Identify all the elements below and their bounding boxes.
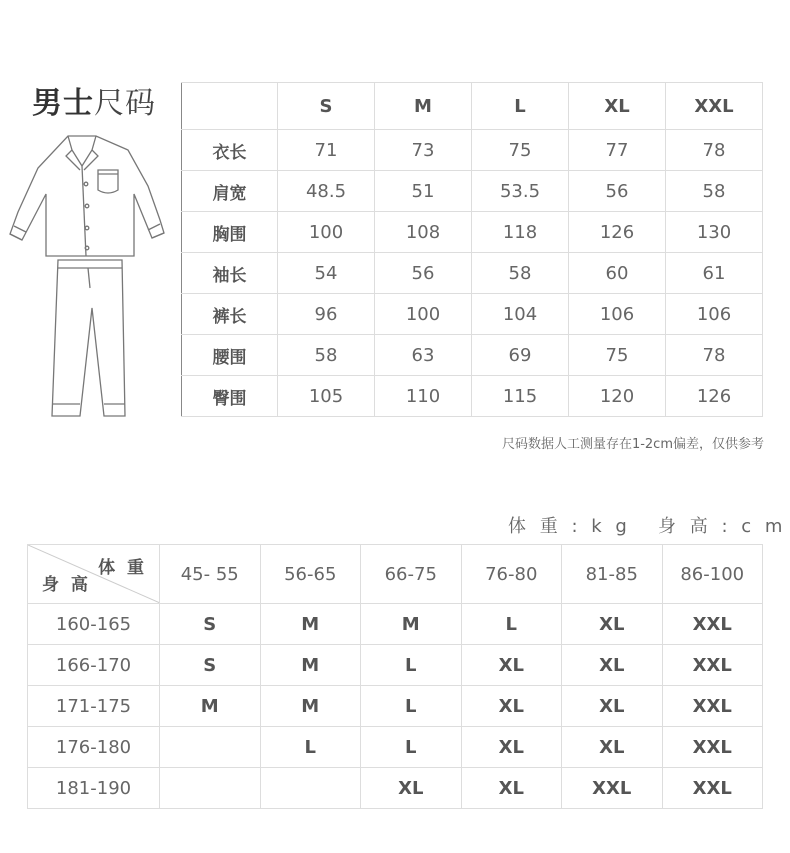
recommended-size: XL <box>461 686 562 727</box>
measurement-value: 51 <box>375 171 472 212</box>
size-corner-cell <box>182 83 278 130</box>
recommended-size: M <box>361 604 462 645</box>
size-header-cell: M <box>375 83 472 130</box>
measurement-value: 130 <box>666 212 763 253</box>
measurement-value: 77 <box>569 130 666 171</box>
recommended-size: M <box>260 686 361 727</box>
recommended-size: XXL <box>662 686 763 727</box>
size-row <box>182 171 763 212</box>
measurement-value: 75 <box>569 335 666 376</box>
recommended-size: XL <box>461 645 562 686</box>
recommended-size: XXL <box>562 768 663 809</box>
measurement-value: 126 <box>666 376 763 417</box>
recommended-size: XXL <box>662 604 763 645</box>
measurement-value: 60 <box>569 253 666 294</box>
height-row <box>28 727 763 768</box>
recommended-size: L <box>361 686 462 727</box>
size-header-cell: S <box>278 83 375 130</box>
measurement-label: 胸围 <box>182 212 278 253</box>
measurement-value: 78 <box>666 335 763 376</box>
measurement-value: 100 <box>375 294 472 335</box>
size-header-row <box>182 83 763 130</box>
measurement-value: 96 <box>278 294 375 335</box>
recommended-size: XL <box>562 604 663 645</box>
recommended-size: M <box>260 604 361 645</box>
weight-range-header: 56-65 <box>260 545 361 604</box>
measurement-value: 106 <box>666 294 763 335</box>
measurement-value: 104 <box>472 294 569 335</box>
title-rest: 尺码 <box>94 86 156 121</box>
measurement-value: 69 <box>472 335 569 376</box>
weight-range-header: 76-80 <box>461 545 562 604</box>
measurement-value: 106 <box>569 294 666 335</box>
recommended-size: L <box>260 727 361 768</box>
recommended-size <box>160 768 261 809</box>
size-header-cell: XXL <box>666 83 763 130</box>
recommended-size <box>160 727 261 768</box>
height-range-label: 171-175 <box>28 686 160 727</box>
measurement-label: 裤长 <box>182 294 278 335</box>
measurement-value: 48.5 <box>278 171 375 212</box>
recommended-size: M <box>260 645 361 686</box>
height-row <box>28 686 763 727</box>
measurement-note: 尺码数据人工测量存在1-2cm偏差，仅供参考 <box>501 437 764 452</box>
size-header-cell: L <box>472 83 569 130</box>
size-chart-table <box>181 82 763 417</box>
measurement-value: 54 <box>278 253 375 294</box>
measurement-value: 78 <box>666 130 763 171</box>
measurement-value: 58 <box>666 171 763 212</box>
measurement-value: 56 <box>375 253 472 294</box>
size-recommendation-table <box>27 544 763 809</box>
height-row <box>28 645 763 686</box>
measurement-value: 56 <box>569 171 666 212</box>
recommended-size: XXL <box>662 768 763 809</box>
height-range-label: 160-165 <box>28 604 160 645</box>
measurement-value: 75 <box>472 130 569 171</box>
recommended-size: L <box>461 604 562 645</box>
corner-height-label: 身 高 <box>42 575 91 595</box>
page-title <box>32 78 156 122</box>
recommended-size: XL <box>562 686 663 727</box>
recommended-size: S <box>160 604 261 645</box>
measurement-label: 腰围 <box>182 335 278 376</box>
recommended-size: XL <box>361 768 462 809</box>
size-row <box>182 130 763 171</box>
measurement-value: 61 <box>666 253 763 294</box>
height-row <box>28 604 763 645</box>
measurement-value: 120 <box>569 376 666 417</box>
weight-unit: 体 重 : k g <box>508 516 631 537</box>
pajama-illustration-icon <box>8 128 168 423</box>
height-unit: 身 高 : c m <box>658 516 787 537</box>
measurement-label: 臀围 <box>182 376 278 417</box>
size-row <box>182 376 763 417</box>
title-bold: 男士 <box>32 86 94 121</box>
measurement-value: 108 <box>375 212 472 253</box>
size-row <box>182 294 763 335</box>
recommended-size: M <box>160 686 261 727</box>
size-row <box>182 212 763 253</box>
recommended-size: S <box>160 645 261 686</box>
recommended-size: L <box>361 645 462 686</box>
measurement-value: 118 <box>472 212 569 253</box>
weight-range-header: 81-85 <box>562 545 663 604</box>
recommended-size <box>260 768 361 809</box>
recommended-size: XXL <box>662 727 763 768</box>
measurement-label: 袖长 <box>182 253 278 294</box>
height-row <box>28 768 763 809</box>
measurement-value: 58 <box>472 253 569 294</box>
weight-header-row <box>28 545 763 604</box>
measurement-label: 衣长 <box>182 130 278 171</box>
measurement-value: 110 <box>375 376 472 417</box>
measurement-label: 肩宽 <box>182 171 278 212</box>
weight-range-header: 66-75 <box>361 545 462 604</box>
height-range-label: 166-170 <box>28 645 160 686</box>
measurement-value: 63 <box>375 335 472 376</box>
recommended-size: XXL <box>662 645 763 686</box>
recommended-size: L <box>361 727 462 768</box>
recommended-size: XL <box>562 727 663 768</box>
corner-weight-label: 体 重 <box>98 558 147 578</box>
height-range-label: 181-190 <box>28 768 160 809</box>
measurement-value: 126 <box>569 212 666 253</box>
measurement-value: 115 <box>472 376 569 417</box>
measurement-value: 71 <box>278 130 375 171</box>
recommended-size: XL <box>461 768 562 809</box>
size-row <box>182 253 763 294</box>
recommended-size: XL <box>461 727 562 768</box>
measurement-value: 58 <box>278 335 375 376</box>
measurement-value: 105 <box>278 376 375 417</box>
size-row <box>182 335 763 376</box>
recommended-size: XL <box>562 645 663 686</box>
size-header-cell: XL <box>569 83 666 130</box>
weight-range-header: 86-100 <box>662 545 763 604</box>
measurement-value: 100 <box>278 212 375 253</box>
measurement-value: 73 <box>375 130 472 171</box>
measurement-value: 53.5 <box>472 171 569 212</box>
height-range-label: 176-180 <box>28 727 160 768</box>
weight-range-header: 45- 55 <box>160 545 261 604</box>
diagonal-corner-cell <box>28 545 160 604</box>
